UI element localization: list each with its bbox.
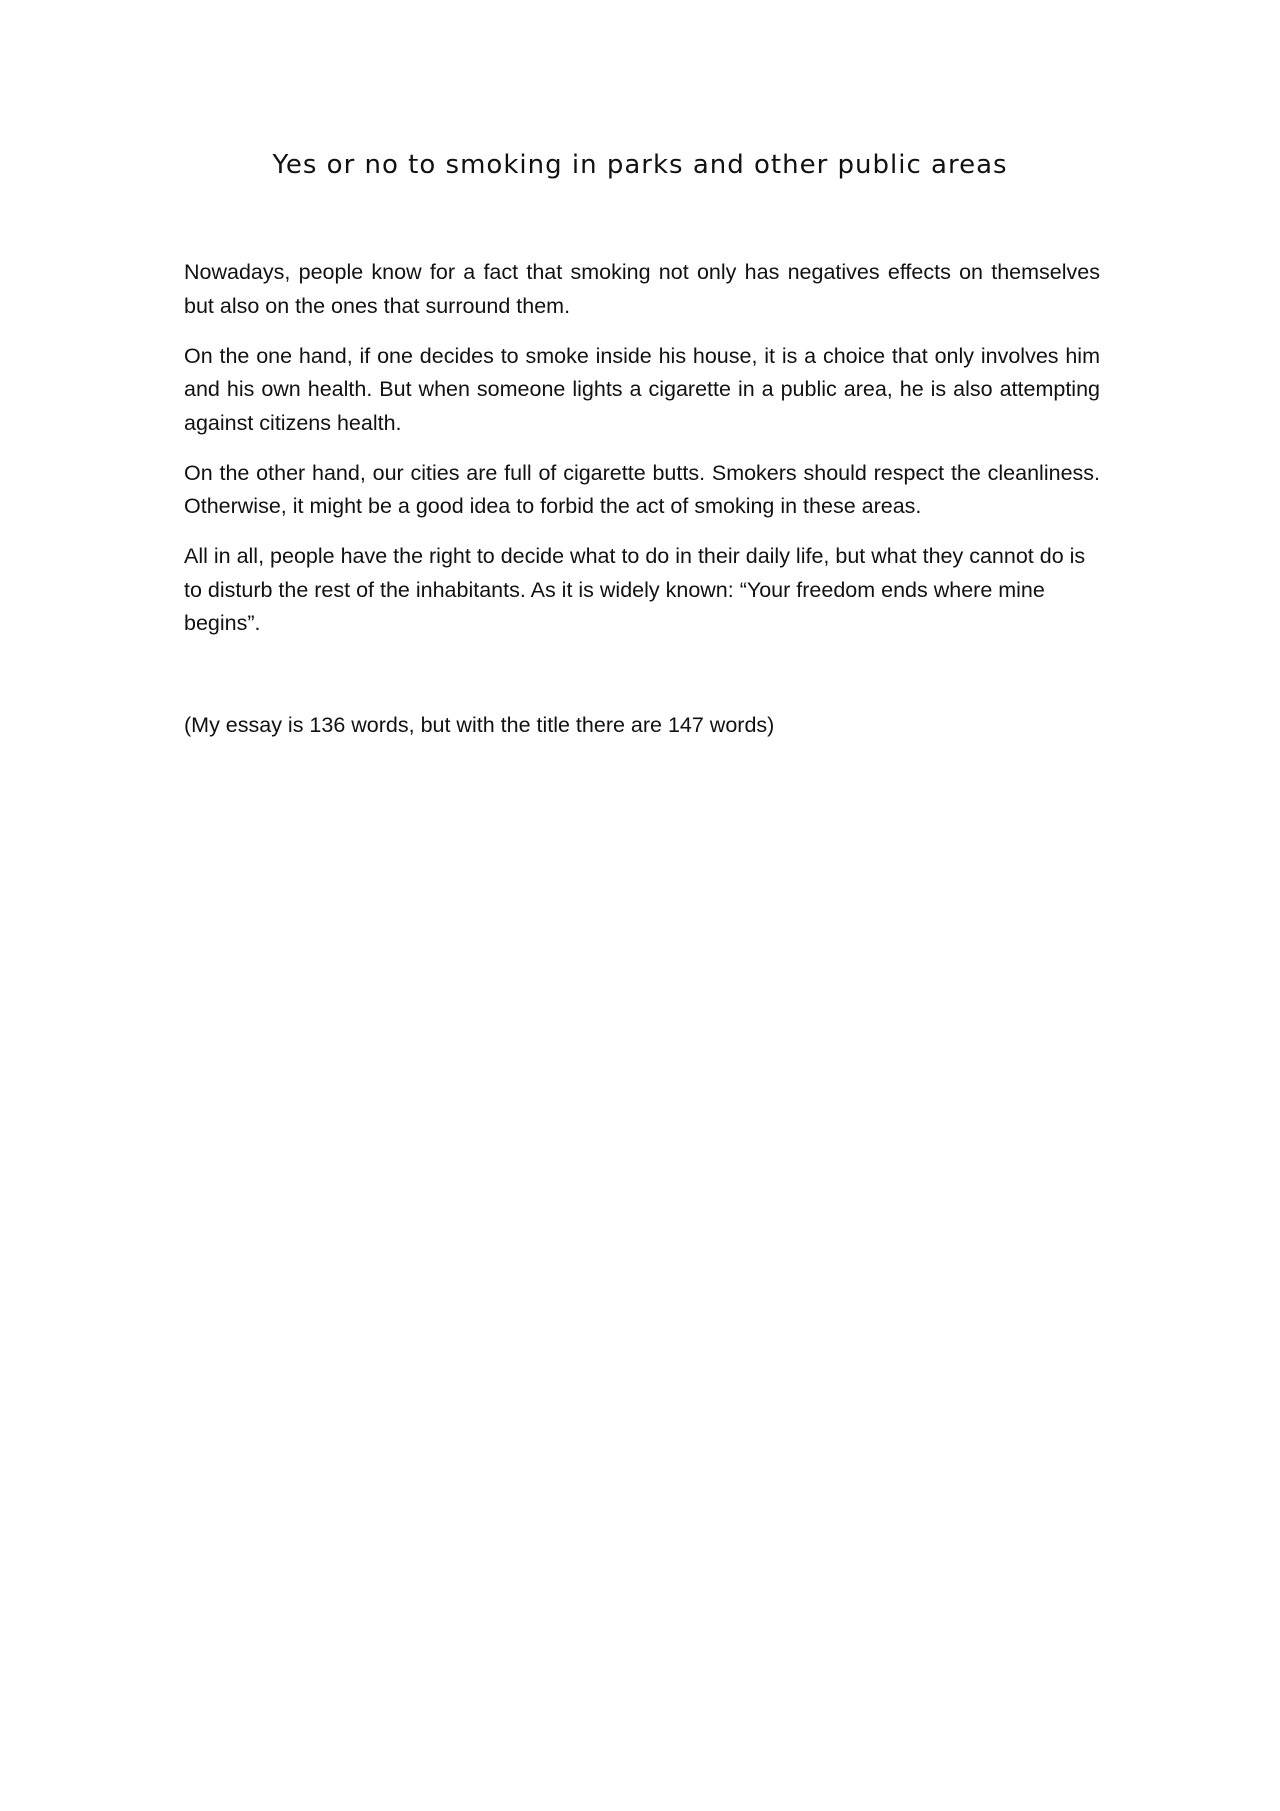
word-count-note: (My essay is 136 words, but with the title there are 147 words) [184,713,775,737]
document-title: Yes or no to smoking in parks and other public areas [272,150,1008,180]
paragraph-other-hand: On the other hand, our cities are full of cigarette butts. Smokers should respect the cleanliness. Otherwise, it might be a good idea to forbid the act of smoking in these areas. [184,460,1100,518]
essay-body [184,256,1100,657]
paragraph-intro: Nowadays, people know for a fact that smoking not only has negatives effects on themselves but also on the ones that surround them. [184,260,1100,318]
paragraph-conclusion: All in all, people have the right to decide what to do in their daily life, but what they cannot do is to disturb the rest of the inhabitants. As it is widely known: “Your freedom ends where mine begins”. [184,544,1086,635]
paragraph-one-hand: On the one hand, if one decides to smoke inside his house, it is a choice that only involves him and his own health. But when someone lights a cigarette in a public area, he is also attempting against citizens health. [184,343,1100,435]
